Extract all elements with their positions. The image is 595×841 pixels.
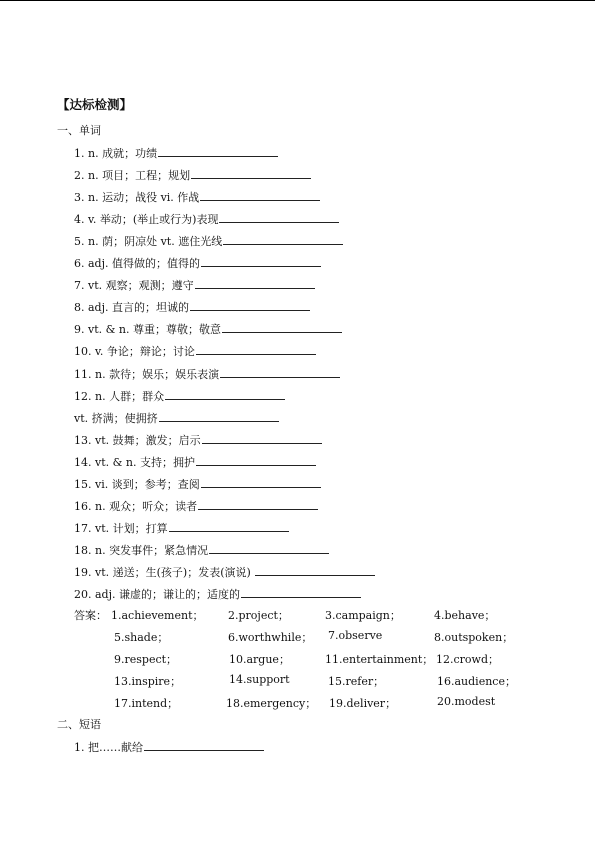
top-border-line	[0, 0, 595, 1]
answer-blank[interactable]	[159, 411, 279, 422]
phrase-item	[74, 739, 264, 755]
answer-entry: 16.audience；	[437, 675, 516, 688]
vocab-item-text: 16. n. 观众；听众；读者	[74, 499, 198, 513]
answer-entry: 4.behave；	[434, 609, 496, 622]
answer-blank[interactable]	[222, 322, 342, 333]
answer-entry: 7.observe	[328, 629, 383, 642]
vocab-item-text: 19. vt. 递送；生(孩子)；发表(演说)	[74, 565, 255, 579]
answer-entry: 8.outspoken；	[434, 631, 514, 644]
answer-blank[interactable]	[169, 521, 289, 532]
answer-entry: 13.inspire；	[114, 675, 182, 688]
vocab-item-text: 10. v. 争论；辩论；讨论	[74, 345, 195, 359]
vocab-item	[74, 476, 321, 492]
answer-blank[interactable]	[144, 740, 264, 751]
vocab-item-text: 6. adj. 值得做的；值得的	[74, 257, 200, 271]
vocab-item-text: 9. vt. & n. 尊重；尊敬；敬意	[74, 323, 221, 337]
vocab-item	[74, 498, 318, 514]
answer-entry: 20.modest	[437, 695, 496, 708]
answer-entry: 19.deliver；	[329, 697, 397, 710]
answer-blank[interactable]	[195, 278, 315, 289]
vocab-item	[74, 542, 329, 558]
answer-blank[interactable]	[200, 190, 320, 201]
vocab-item-text: 4. v. 举动；(举止或行为)表现	[74, 213, 219, 227]
section-heading-words: 一、单词	[57, 124, 101, 137]
vocab-item-text: 15. vi. 谈到；参考；查阅	[74, 477, 200, 491]
page-title: 【达标检测】	[57, 97, 133, 112]
vocab-item	[74, 321, 342, 337]
answer-entry: 2.project；	[228, 609, 289, 622]
vocab-item-text: 5. n. 荫；阴凉处 vt. 遮住光线	[74, 235, 223, 249]
answer-blank[interactable]	[196, 344, 316, 355]
answer-blank[interactable]	[219, 212, 339, 223]
answer-entry: 1.achievement；	[111, 609, 204, 622]
answer-blank[interactable]	[201, 256, 321, 267]
answer-blank[interactable]	[191, 168, 311, 179]
vocab-item	[74, 366, 340, 382]
answer-entry: 10.argue；	[229, 653, 290, 666]
answer-blank[interactable]	[196, 455, 316, 466]
answer-entry: 14.support	[229, 673, 290, 686]
answer-entry: 6.worthwhile；	[228, 631, 313, 644]
vocab-item-text: 11. n. 款待；娱乐；娱乐表演	[74, 367, 220, 381]
vocab-item	[74, 167, 311, 183]
vocab-item	[74, 233, 343, 249]
answer-blank[interactable]	[190, 300, 310, 311]
answer-blank[interactable]	[202, 433, 322, 444]
vocab-item	[74, 255, 321, 271]
vocab-item	[74, 586, 361, 602]
vocab-item	[74, 277, 315, 293]
vocab-item	[74, 520, 289, 536]
vocab-item-text: 13. vt. 鼓舞；激发；启示	[74, 433, 201, 447]
vocab-item-text: 7. vt. 观察；观测；遵守	[74, 279, 194, 293]
vocab-item-text: 8. adj. 直言的；坦诚的	[74, 301, 189, 315]
answer-blank[interactable]	[223, 234, 343, 245]
vocab-item-text: 1. n. 成就；功绩	[74, 147, 158, 160]
vocab-item-text: vt. 挤满；使拥挤	[74, 411, 158, 425]
answer-blank[interactable]	[158, 146, 278, 157]
answer-blank[interactable]	[165, 389, 285, 400]
answer-entry: 12.crowd；	[436, 653, 499, 666]
vocab-item	[74, 564, 375, 580]
section-heading-phrases: 二、短语	[57, 718, 101, 731]
answer-entry: 5.shade；	[114, 631, 169, 644]
answer-entry: 15.refer；	[328, 675, 385, 688]
vocab-item-text: 12. n. 人群；群众	[74, 389, 165, 403]
answer-blank[interactable]	[220, 367, 340, 378]
answer-blank[interactable]	[241, 587, 361, 598]
vocab-item-text: 14. vt. & n. 支持；拥护	[74, 455, 195, 469]
answer-entry: 17.intend；	[114, 697, 179, 710]
answers-label: 答案：	[74, 609, 107, 622]
phrase-item-text: 1. 把……献给	[74, 741, 143, 754]
vocab-item	[74, 299, 310, 315]
vocab-item	[74, 454, 316, 470]
answer-blank[interactable]	[201, 477, 321, 488]
vocab-item	[74, 145, 278, 161]
answer-blank[interactable]	[209, 543, 329, 554]
answer-entry: 3.campaign；	[325, 609, 401, 622]
answer-blank[interactable]	[255, 565, 375, 576]
vocab-item-text: 20. adj. 谦虚的；谦让的；适度的	[74, 588, 240, 601]
vocab-item-text: 18. n. 突发事件；紧急情况	[74, 543, 209, 557]
vocab-item	[74, 189, 320, 205]
vocab-item	[74, 410, 279, 426]
answer-entry: 18.emergency；	[226, 697, 317, 710]
answer-entry: 11.entertainment；	[325, 653, 434, 666]
vocab-item-text: 3. n. 运动；战役 vi. 作战	[74, 191, 200, 205]
answer-blank[interactable]	[198, 499, 318, 510]
vocab-item	[74, 432, 322, 448]
answer-entry: 9.respect；	[114, 653, 178, 666]
vocab-item-text: 2. n. 项目；工程；规划	[74, 169, 191, 183]
vocab-item	[74, 343, 316, 359]
vocab-item-text: 17. vt. 计划；打算	[74, 521, 168, 535]
vocab-item	[74, 211, 339, 227]
vocab-item	[74, 388, 285, 404]
